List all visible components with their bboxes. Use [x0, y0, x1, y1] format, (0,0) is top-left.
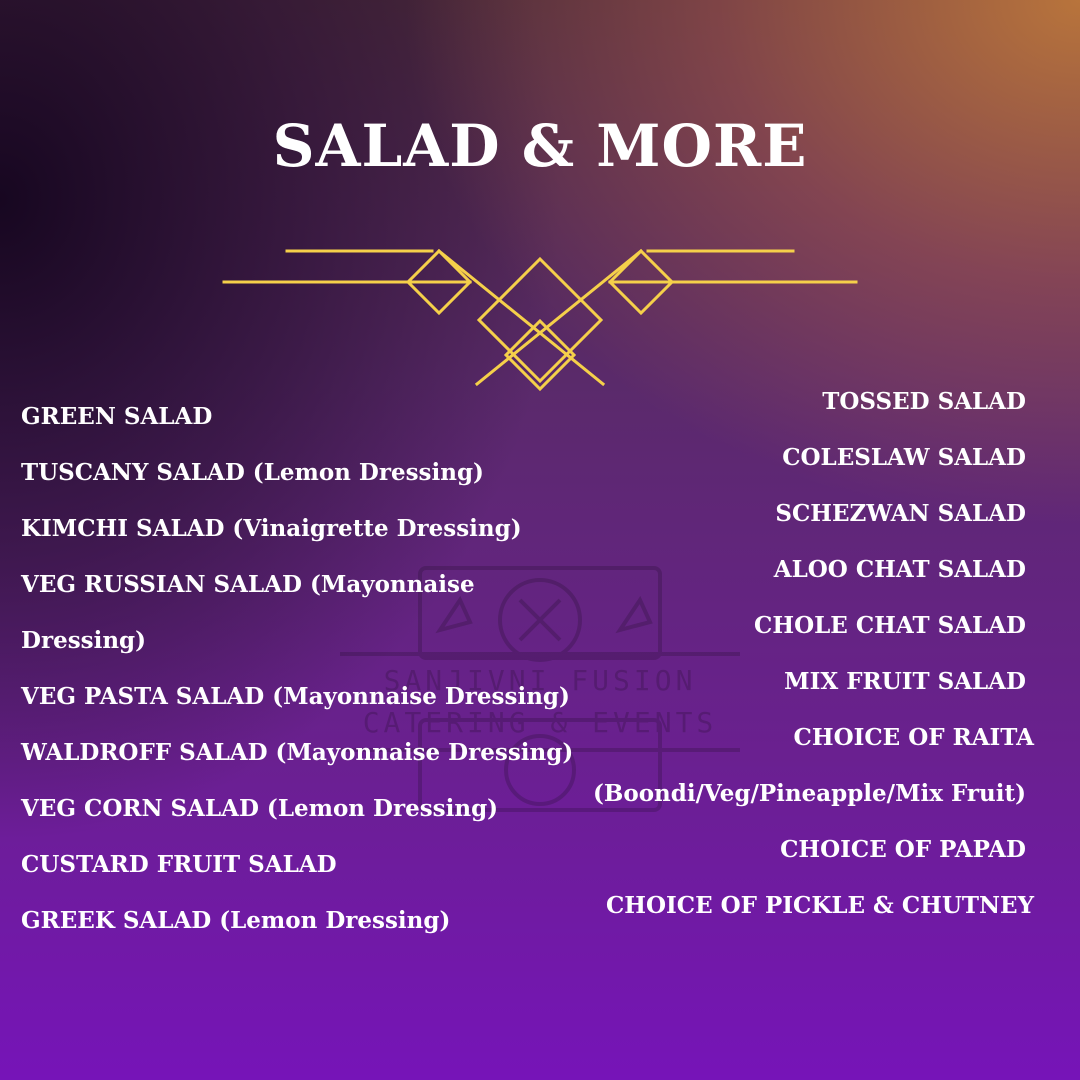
list-item: VEG CORN SALAD (Lemon Dressing): [21, 795, 499, 822]
watermark-line-2: CATERING & EVENTS: [362, 706, 718, 739]
list-item: VEG RUSSIAN SALAD (Mayonnaise Dressing): [21, 571, 475, 654]
list-item: CUSTARD FRUIT SALAD: [21, 851, 337, 878]
list-item: COLESLAW SALAD: [782, 444, 1026, 471]
list-item: CHOICE OF PICKLE & CHUTNEY: [605, 892, 1034, 919]
left-menu-list: [21, 389, 581, 949]
list-item: (Boondi/Veg/Pineapple/Mix Fruit): [593, 780, 1026, 807]
list-item: CHOICE OF PAPAD: [780, 836, 1026, 863]
list-item: TOSSED SALAD: [822, 388, 1026, 415]
list-item: TUSCANY SALAD (Lemon Dressing): [21, 459, 484, 486]
list-item: MIX FRUIT SALAD: [784, 668, 1026, 695]
list-item: VEG PASTA SALAD (Mayonnaise Dressing): [21, 683, 570, 710]
list-item: CHOICE OF RAITA: [793, 724, 1034, 751]
list-item: CHOLE CHAT SALAD: [754, 612, 1026, 639]
list-item: GREEK SALAD (Lemon Dressing): [21, 907, 451, 934]
page-title: SALAD & MORE: [272, 112, 808, 180]
right-menu-list: [560, 374, 1034, 934]
art-deco-divider-icon: [0, 0, 1080, 400]
watermark-line-1: SANJIVNI FUSION: [383, 664, 697, 697]
list-item: GREEN SALAD: [21, 403, 213, 430]
list-item: KIMCHI SALAD (Vinaigrette Dressing): [21, 515, 522, 542]
list-item: WALDROFF SALAD (Mayonnaise Dressing): [21, 739, 574, 766]
list-item: ALOO CHAT SALAD: [773, 556, 1026, 583]
list-item: SCHEZWAN SALAD: [775, 500, 1026, 527]
